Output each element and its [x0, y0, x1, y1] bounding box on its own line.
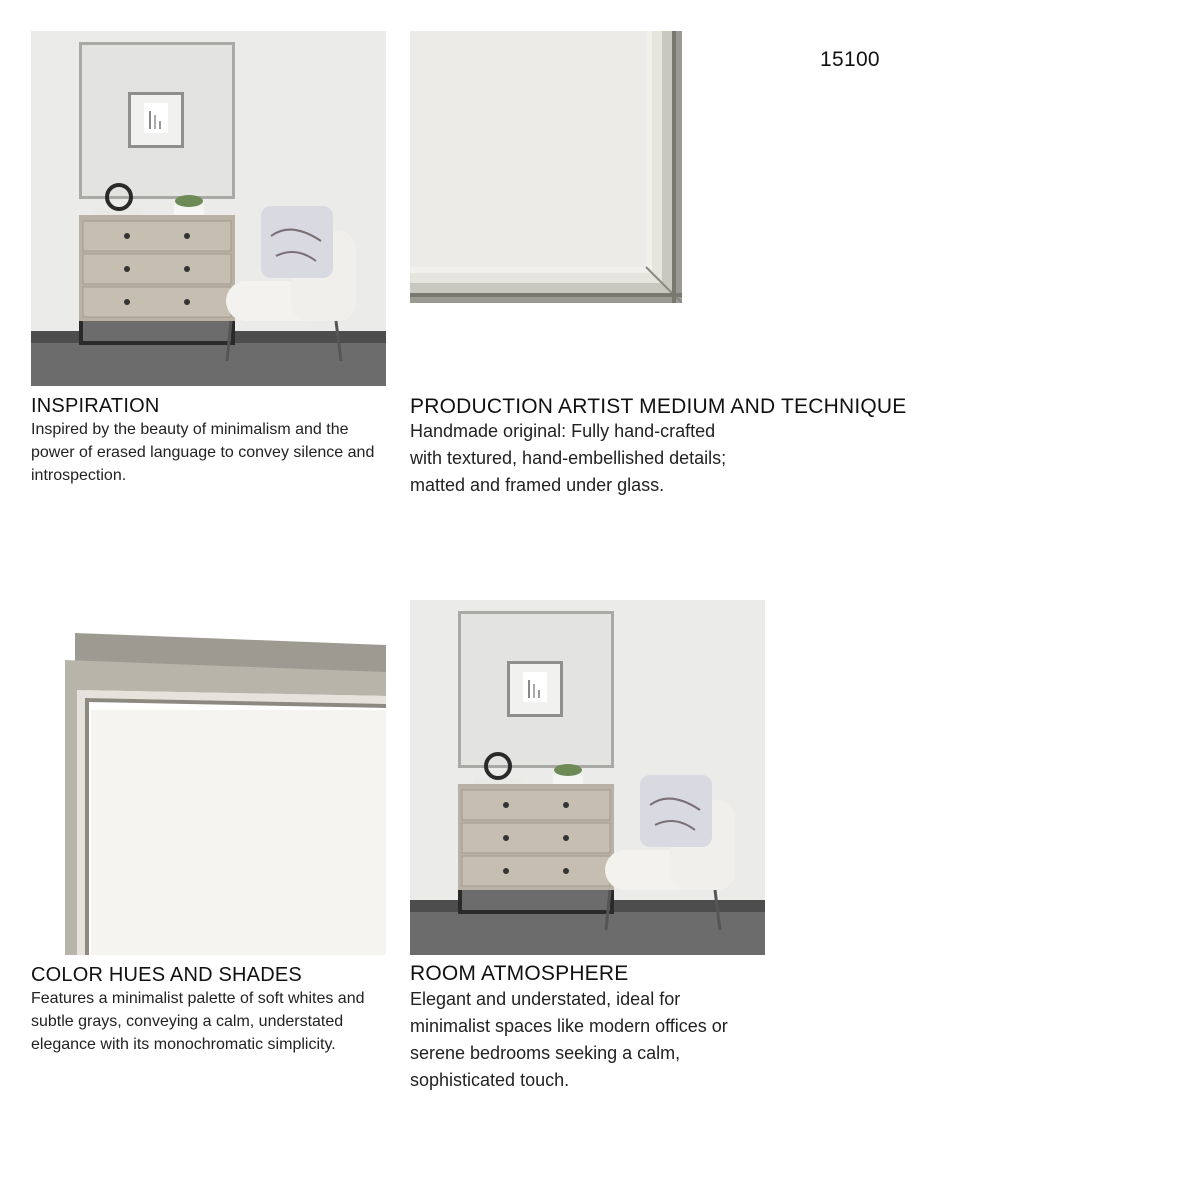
room-heading: ROOM ATMOSPHERE [410, 962, 629, 985]
room-line: minimalist spaces like modern offices or [410, 1016, 728, 1036]
production-heading: PRODUCTION ARTIST MEDIUM AND TECHNIQUE [410, 395, 907, 418]
room-scene-image-bottom [410, 600, 765, 955]
room-line: serene bedrooms seeking a calm, [410, 1043, 681, 1063]
room-line: sophisticated touch. [410, 1070, 570, 1090]
room-text [410, 986, 830, 1094]
inspiration-text: Inspired by the beauty of minimalism and the power of erased language to convey silence and introspection. [31, 421, 375, 484]
room-line: Elegant and understated, ideal for [410, 989, 681, 1009]
production-line: with textured, hand-embellished details; [410, 448, 727, 468]
color-heading: COLOR HUES AND SHADES [31, 964, 302, 986]
room-scene-image-top [31, 31, 386, 386]
production-line: Handmade original: Fully hand-crafted [410, 421, 716, 441]
product-sku: 15100 [820, 48, 880, 71]
frame-corner-image-bottom [31, 600, 386, 955]
production-line: matted and framed under glass. [410, 475, 665, 495]
production-text [410, 418, 830, 499]
inspiration-heading: INSPIRATION [31, 395, 160, 417]
color-text: Features a minimalist palette of soft whites and subtle grays, conveying a calm, understated elegance with its monochromatic simplicity. [31, 990, 365, 1053]
frame-corner-image-top [410, 31, 682, 303]
